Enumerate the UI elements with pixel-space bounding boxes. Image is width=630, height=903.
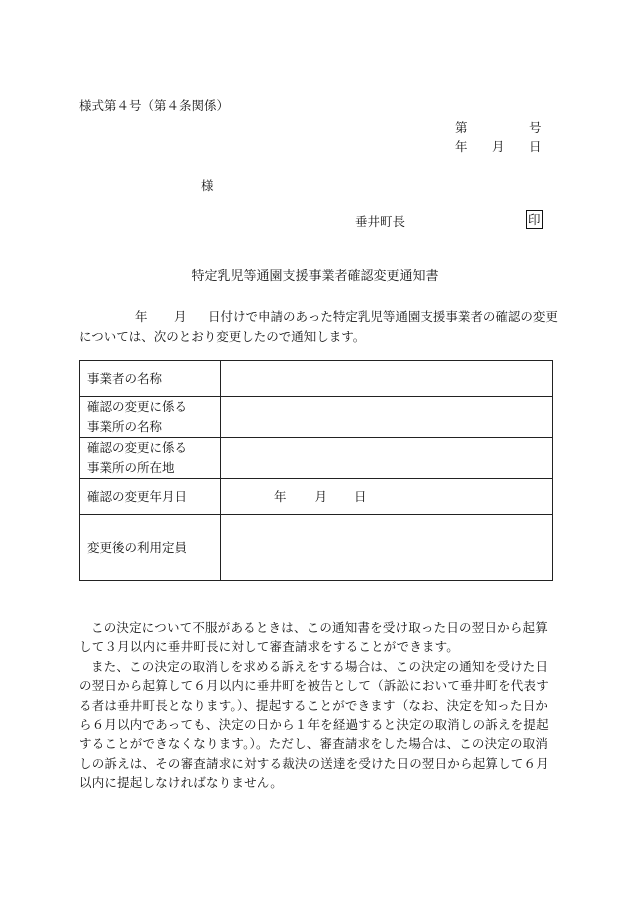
issue-date-day: 日 — [529, 139, 542, 154]
appeal-paragraph-2: また、この決定の取消しを求める訴えをする場合は、この決定の通知を受けた日の翌日から起算して６月以内に垂井町を被告として（訴訟において垂井町を代表する者は垂井町長となります。）、提起することができます（なお、決定を知った日から６月以内であっても、決定の日から１年を経過すると決定の取消しの訴えを提起することができなくなります。）。ただし、審査請求をした場合は、この決定の取消しの訴えは、その審査請求に対する裁決の送達を受けた日の翌日から起算して６月以内に提起しなければなりません。 — [79, 658, 549, 791]
change-date-day: 日 — [354, 488, 367, 504]
issue-date-month: 月 — [492, 139, 505, 154]
row-value-operator-name — [221, 361, 553, 397]
table-row — [80, 397, 553, 438]
intro-text-line1: 日付けで申請のあった特定乳児等通園支援事業者の確認の変更 — [208, 309, 558, 324]
change-details-table — [79, 360, 553, 581]
intro-month: 月 — [174, 309, 187, 324]
appeal-paragraph-1: この決定について不服があるときは、この通知書を受け取った日の翌日から起算して３月以内に垂井町長に対して審査請求をすることができます。 — [79, 620, 548, 655]
row-value-capacity — [221, 515, 553, 581]
change-date-month: 月 — [314, 488, 328, 504]
issuer-name: 垂井町長 — [355, 214, 406, 229]
table-row — [80, 438, 553, 479]
form-number: 様式第４号（第４条関係） — [79, 98, 230, 113]
appeal-notice — [79, 618, 557, 793]
row-label-facility-name: 確認の変更に係る 事業所の名称 — [80, 397, 221, 438]
row-label-capacity: 変更後の利用定員 — [80, 515, 221, 581]
intro-text-line2: については、次のとおり変更したので通知します。 — [79, 329, 366, 344]
recipient-honorific: 様 — [201, 178, 214, 193]
issue-date-year: 年 — [455, 139, 468, 154]
row-value-facility-name — [221, 397, 553, 438]
document-title: 特定乳児等通園支援事業者確認変更通知書 — [191, 269, 439, 284]
table-row — [80, 361, 553, 397]
document-number-label: 第 — [455, 120, 468, 135]
row-label-change-date: 確認の変更年月日 — [80, 479, 221, 515]
row-value-facility-address — [221, 438, 553, 479]
document-number-suffix: 号 — [529, 120, 542, 135]
row-value-change-date — [221, 479, 553, 515]
table-row — [80, 515, 553, 581]
row-label-operator-name: 事業者の名称 — [80, 361, 221, 397]
change-date-year: 年 — [274, 488, 287, 504]
row-label-facility-address: 確認の変更に係る 事業所の所在地 — [80, 438, 221, 479]
table-row — [80, 479, 553, 515]
seal-mark: 印 — [528, 212, 541, 227]
intro-year: 年 — [135, 309, 148, 324]
